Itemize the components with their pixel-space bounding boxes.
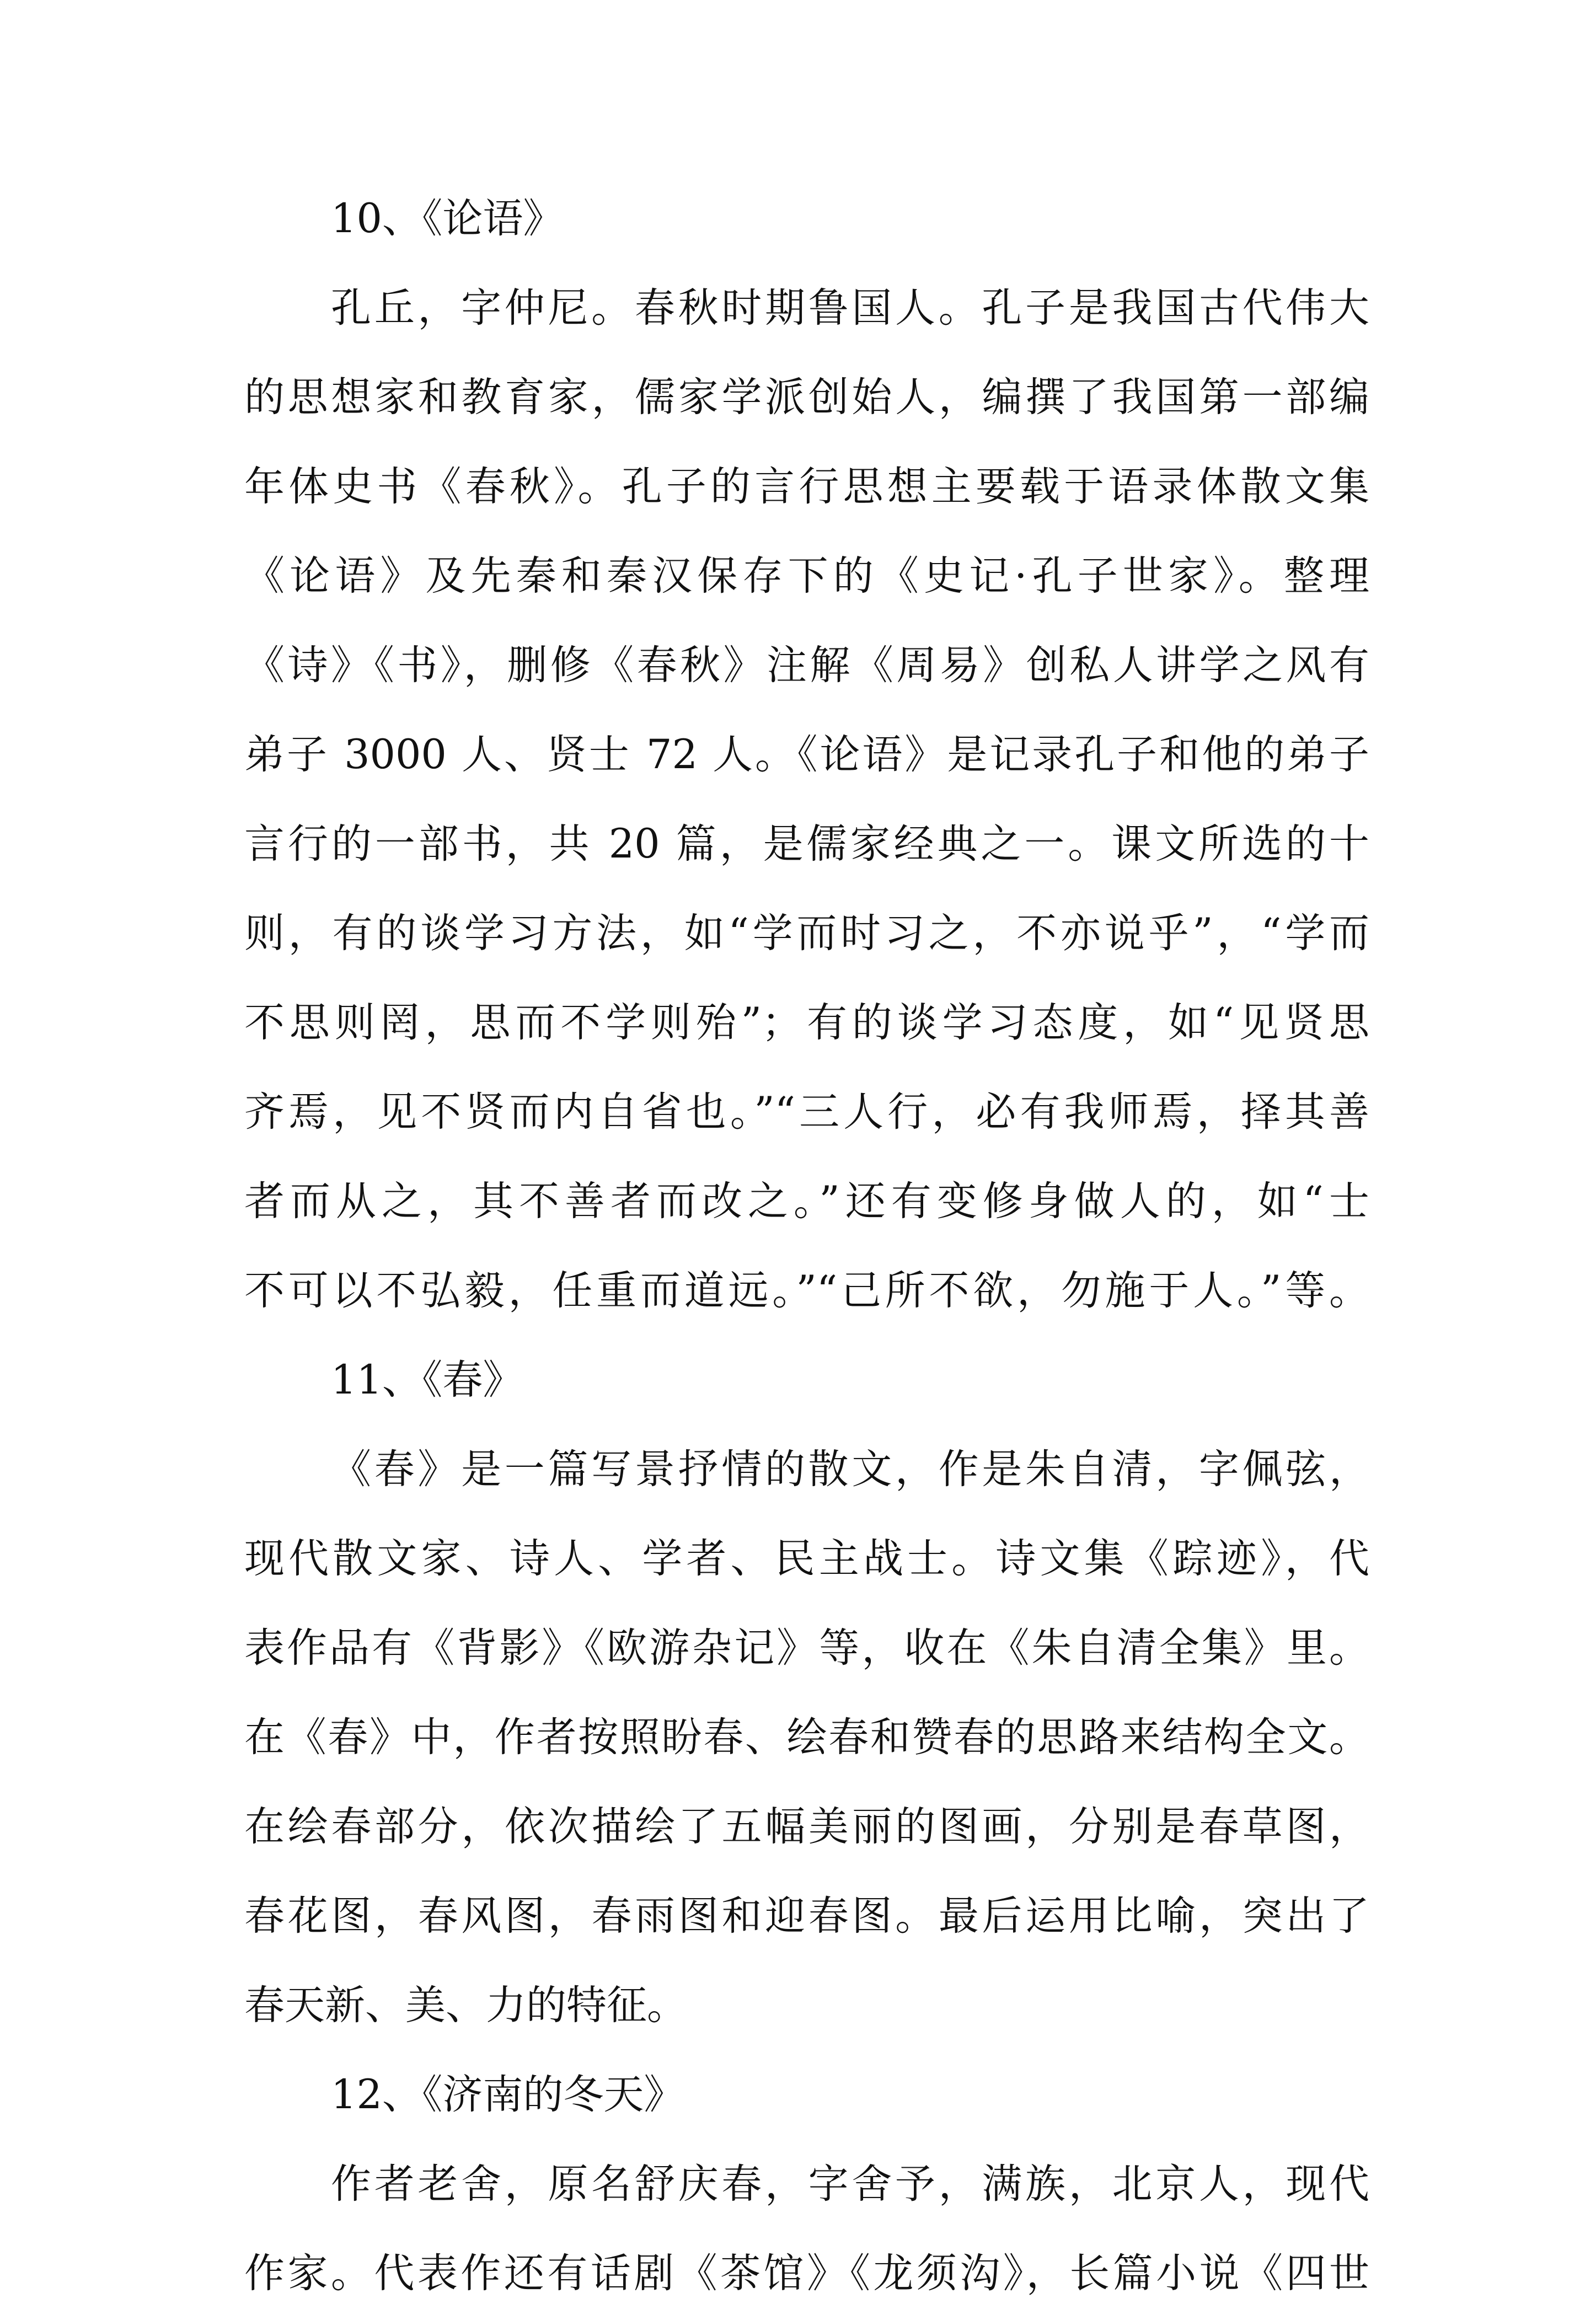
paragraph-line: 在《春》中，作者按照盼春、绘春和赞春的思路来结构全文。 [244,1714,1369,1761]
paragraph-line: 年体史书《春秋》。孔子的言行思想主要载于语录体散文集 [244,463,1369,510]
section-heading-chun: 11、《春》 [331,1357,523,1403]
section-heading-jinan: 12、《济南的冬天》 [331,2071,684,2118]
paragraph-line: 《论语》及先秦和秦汉保存下的《史记·孔子世家》。整理 [244,553,1369,599]
paragraph-line: 作者老舍，原名舒庆春，字舍予，满族，北京人，现代 [331,2161,1369,2207]
paragraph-line: 现代散文家、诗人、学者、民主战士。诗文集《踪迹》，代 [244,1535,1369,1582]
paragraph-line: 春花图，春风图，春雨图和迎春图。最后运用比喻，突出了 [244,1893,1369,1939]
paragraph-line: 《春》是一篇写景抒情的散文，作是朱自清，字佩弦， [331,1446,1369,1493]
paragraph-line: 不可以不弘毅，任重而道远。”“己所不欲，勿施于人。”等。 [244,1267,1369,1314]
paragraph-line: 不思则罔，思而不学则殆”；有的谈学习态度，如“见贤思 [244,999,1369,1046]
paragraph-line: 春天新、美、力的特征。 [244,1982,687,2029]
paragraph-line: 齐焉，见不贤而内自省也。”“三人行，必有我师焉，择其善 [244,1089,1369,1135]
paragraph-line: 言行的一部书，共 20 篇，是儒家经典之一。课文所选的十 [244,821,1369,867]
section-heading-lunyu: 10、《论语》 [331,195,564,242]
paragraph-line: 表作品有《背影》《欧游杂记》等，收在《朱自清全集》里。 [244,1625,1369,1671]
paragraph-line: 的思想家和教育家，儒家学派创始人，编撰了我国第一部编 [244,374,1369,421]
paragraph-line: 则，有的谈学习方法，如“学而时习之，不亦说乎”，“学而 [244,910,1369,957]
paragraph-line: 弟子 3000 人、贤士 72 人。《论语》是记录孔子和他的弟子 [244,731,1369,778]
paragraph-line: 作家。代表作还有话剧《茶馆》《龙须沟》，长篇小说《四世 [244,2250,1369,2297]
paragraph-line: 者而从之，其不善者而改之。”还有变修身做人的，如“士 [244,1178,1369,1225]
paragraph-line: 《诗》《书》，删修《春秋》注解《周易》创私人讲学之风有 [244,642,1369,689]
paragraph-line: 在绘春部分，依次描绘了五幅美丽的图画，分别是春草图， [244,1803,1369,1850]
paragraph-line: 孔丘，字仲尼。春秋时期鲁国人。孔子是我国古代伟大 [331,285,1369,331]
